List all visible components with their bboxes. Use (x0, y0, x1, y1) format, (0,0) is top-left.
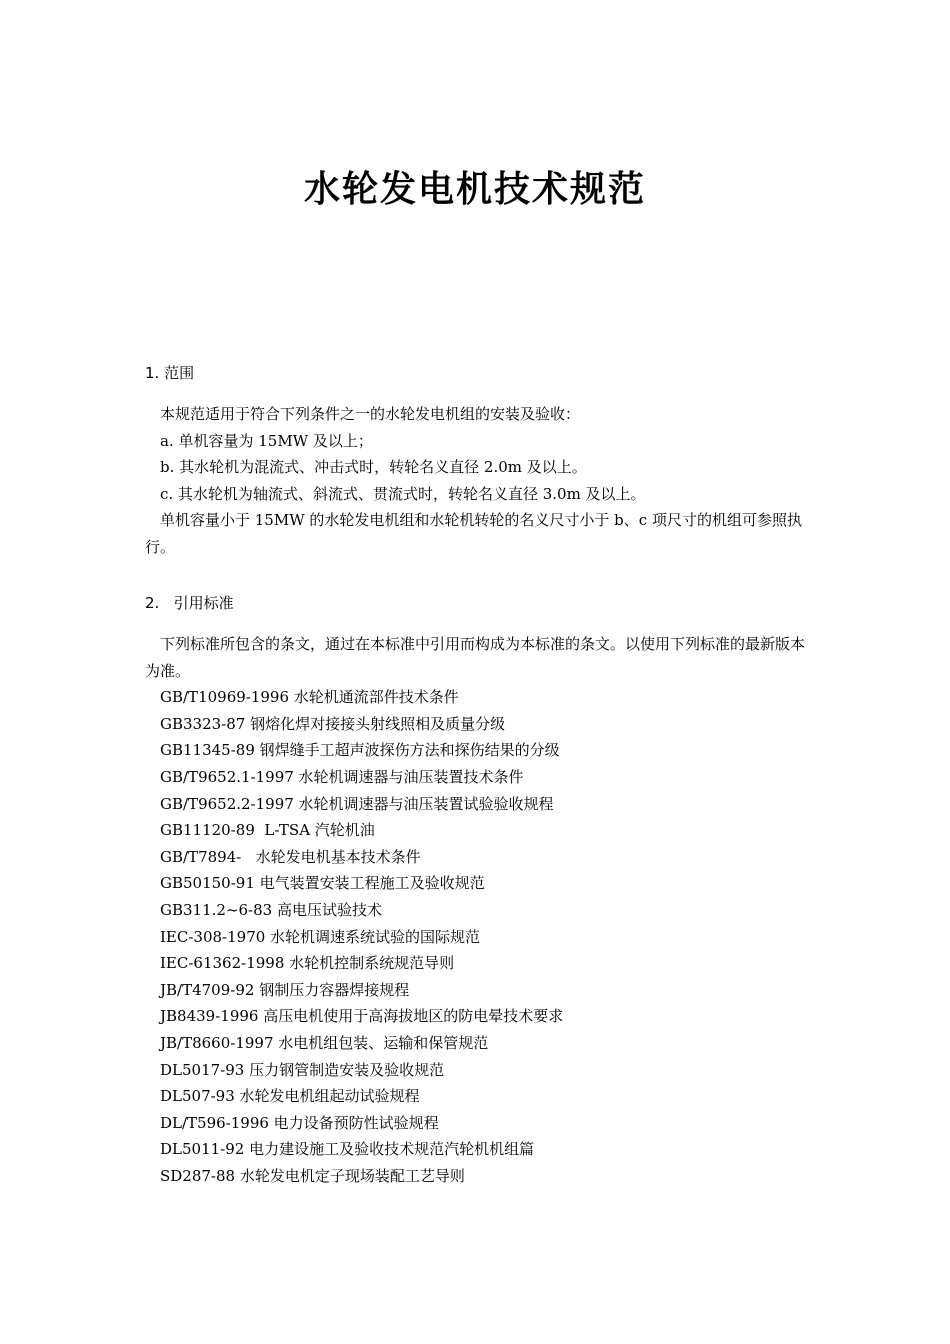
list-item: DL5017-93 压力钢管制造安装及验收规范 (160, 1060, 445, 1079)
scope-item-a: a. 单机容量为 15MW 及以上； (160, 431, 373, 450)
section-heading-scope: 1. 范围 (145, 364, 195, 382)
list-item: JB/T8660-1997 水电机组包装、运输和保管规范 (160, 1033, 489, 1052)
list-item: GB/T7894- 水轮发电机基本技术条件 (160, 847, 421, 866)
section-heading-standards: 2. 引用标准 (145, 594, 234, 612)
section-referenced-standards (145, 592, 815, 1189)
list-item: GB/T9652.1-1997 水轮机调速器与油压装置技术条件 (160, 767, 524, 786)
list-item: GB11345-89 钢焊缝手工超声波探伤方法和探伤结果的分级 (160, 741, 560, 760)
list-item: IEC-308-1970 水轮机调速系统试验的国际规范 (160, 927, 481, 946)
section-scope (145, 362, 815, 561)
list-item: DL5011-92 电力建设施工及验收技术规范汽轮机机组篇 (160, 1140, 535, 1159)
standards-intro: 下列标准所包含的条文，通过在本标准中引用而构成为本标准的条文。以使用下列标准的最新版本为准。 (145, 635, 806, 680)
list-item: GB50150-91 电气装置安装工程施工及验收规范 (160, 874, 485, 893)
document-title: 水轮发电机技术规范 (303, 168, 646, 210)
list-item: JB8439-1996 高压电机使用于高海拔地区的防电晕技术要求 (160, 1007, 564, 1026)
list-item: GB11120-89 L-TSA 汽轮机油 (160, 821, 375, 840)
scope-intro: 本规范适用于符合下列条件之一的水轮发电机组的安装及验收： (160, 405, 581, 423)
list-item: DL507-93 水轮发电机组起动试验规程 (160, 1087, 420, 1106)
scope-item-b: b. 其水轮机为混流式、冲击式时，转轮名义直径 2.0m 及以上。 (160, 458, 587, 477)
list-item: JB/T4709-92 钢制压力容器焊接规程 (160, 980, 410, 999)
list-item: GB311.2~6-83 高电压试验技术 (160, 900, 382, 919)
list-item: GB/T9652.2-1997 水轮机调速器与油压装置试验验收规程 (160, 794, 554, 813)
list-item: IEC-61362-1998 水轮机控制系统规范导则 (160, 954, 455, 973)
standards-list (145, 684, 815, 1189)
scope-note: 单机容量小于 15MW 的水轮发电机组和水轮机转轮的名义尺寸小于 b、c 项尺寸的机组可参照执行。 (145, 511, 802, 556)
list-item: GB/T10969-1996 水轮机通流部件技术条件 (160, 688, 459, 707)
list-item: SD287-88 水轮发电机定子现场装配工艺导则 (160, 1166, 465, 1185)
list-item: GB3323-87 钢熔化焊对接接头射线照相及质量分级 (160, 714, 506, 733)
list-item: DL/T596-1996 电力设备预防性试验规程 (160, 1113, 439, 1132)
scope-item-c: c. 其水轮机为轴流式、斜流式、贯流式时，转轮名义直径 3.0m 及以上。 (160, 484, 646, 503)
